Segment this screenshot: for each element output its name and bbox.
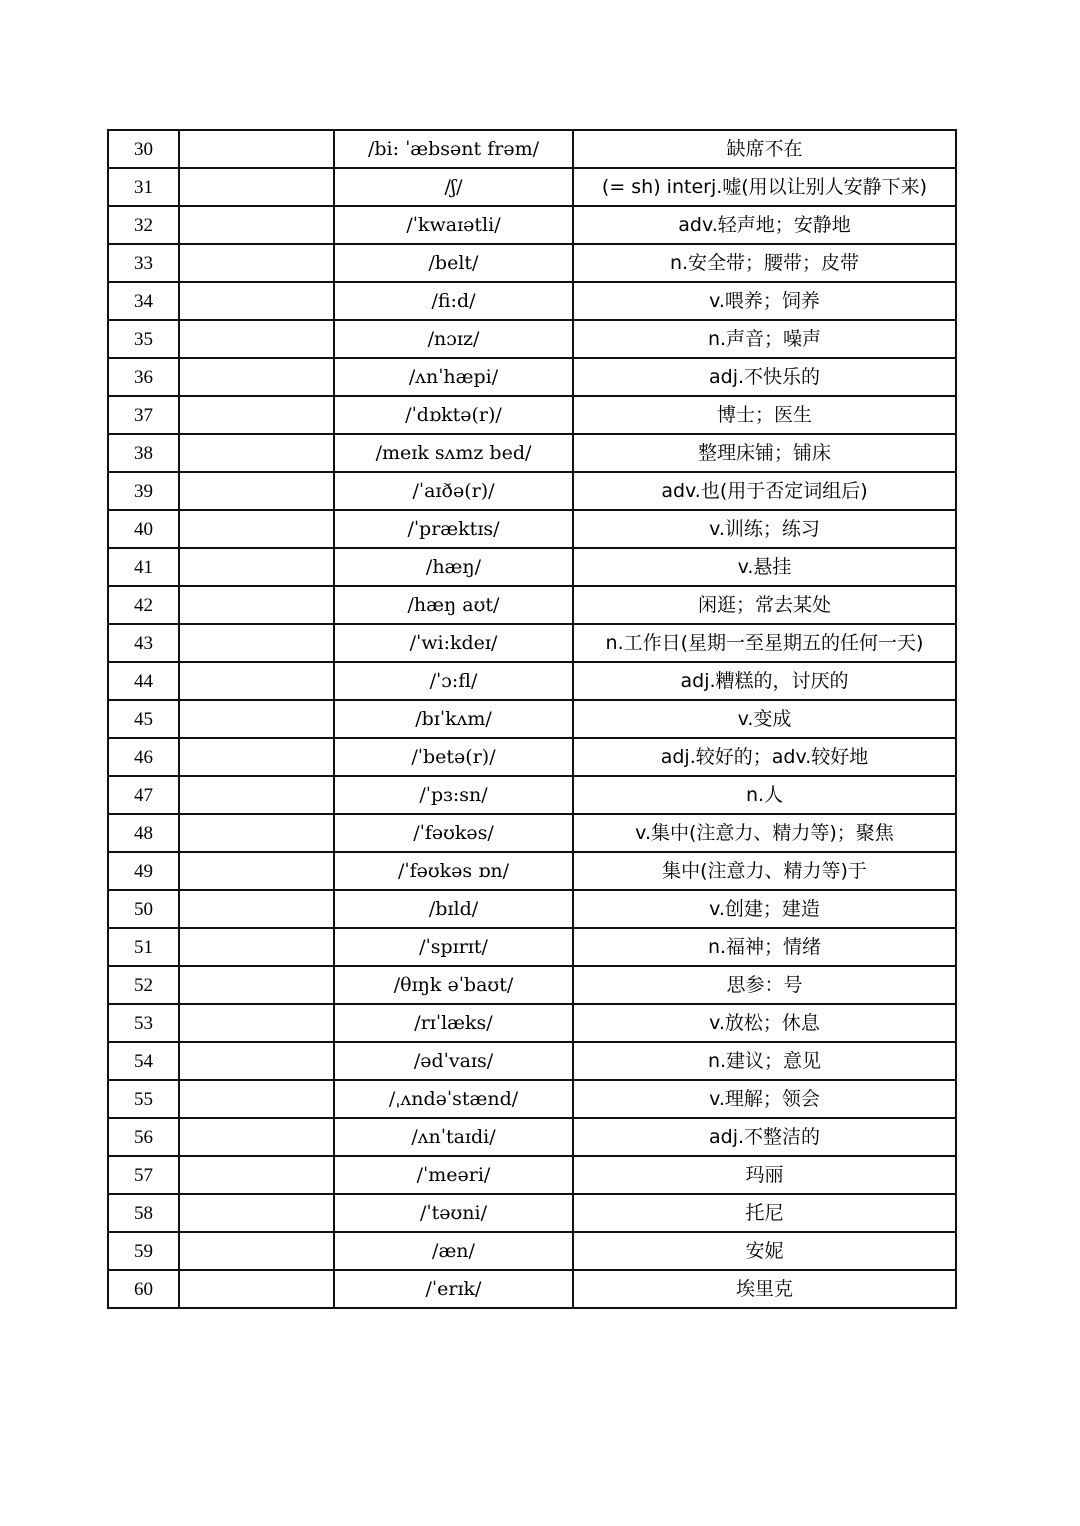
meaning-cell: v.放松；休息 [573,1004,956,1042]
word-cell-blank [179,434,334,472]
row-number: 33 [108,244,179,282]
meaning-cell: n.工作日(星期一至星期五的任何一天) [573,624,956,662]
phonetic-cell: /meɪk sʌmz bed/ [334,434,573,472]
phonetic-cell: /ˈpɜ:sn/ [334,776,573,814]
meaning-cell: 整理床铺；铺床 [573,434,956,472]
meaning-cell: 博士；医生 [573,396,956,434]
meaning-cell: v.创建；建造 [573,890,956,928]
word-cell-blank [179,244,334,282]
vocabulary-table [107,129,957,1309]
word-cell-blank [179,1194,334,1232]
vocabulary-table-body [108,130,956,1308]
meaning-cell: 玛丽 [573,1156,956,1194]
word-cell-blank [179,928,334,966]
meaning-cell: 埃里克 [573,1270,956,1308]
meaning-cell: 闲逛；常去某处 [573,586,956,624]
phonetic-cell: /ˈdɒktə(r)/ [334,396,573,434]
phonetic-cell: /æn/ [334,1232,573,1270]
table-row [108,700,956,738]
row-number: 59 [108,1232,179,1270]
table-row [108,1270,956,1308]
table-row [108,168,956,206]
row-number: 56 [108,1118,179,1156]
meaning-cell: v.悬挂 [573,548,956,586]
row-number: 48 [108,814,179,852]
row-number: 57 [108,1156,179,1194]
meaning-cell: v.集中(注意力、精力等)；聚焦 [573,814,956,852]
meaning-cell: (= sh) interj.嘘(用以让别人安静下来) [573,168,956,206]
table-row [108,814,956,852]
meaning-cell: n.安全带；腰带；皮带 [573,244,956,282]
word-cell-blank [179,700,334,738]
row-number: 36 [108,358,179,396]
row-number: 58 [108,1194,179,1232]
word-cell-blank [179,472,334,510]
table-row [108,1042,956,1080]
phonetic-cell: /bi: ˈæbsənt frəm/ [334,130,573,168]
row-number: 51 [108,928,179,966]
table-row [108,320,956,358]
table-row [108,928,956,966]
phonetic-cell: /ˈpræktɪs/ [334,510,573,548]
row-number: 46 [108,738,179,776]
row-number: 47 [108,776,179,814]
word-cell-blank [179,168,334,206]
word-cell-blank [179,1118,334,1156]
phonetic-cell: /fi:d/ [334,282,573,320]
meaning-cell: v.变成 [573,700,956,738]
word-cell-blank [179,966,334,1004]
row-number: 45 [108,700,179,738]
row-number: 30 [108,130,179,168]
meaning-cell: n.人 [573,776,956,814]
table-row [108,776,956,814]
table-row [108,1156,956,1194]
row-number: 50 [108,890,179,928]
word-cell-blank [179,586,334,624]
meaning-cell: n.福神；情绪 [573,928,956,966]
row-number: 55 [108,1080,179,1118]
phonetic-cell: /hæŋ aʊt/ [334,586,573,624]
phonetic-cell: /nɔɪz/ [334,320,573,358]
row-number: 49 [108,852,179,890]
row-number: 44 [108,662,179,700]
table-row [108,434,956,472]
phonetic-cell: /hæŋ/ [334,548,573,586]
word-cell-blank [179,1270,334,1308]
phonetic-cell: /ˈɔ:fl/ [334,662,573,700]
row-number: 37 [108,396,179,434]
row-number: 39 [108,472,179,510]
word-cell-blank [179,1080,334,1118]
row-number: 31 [108,168,179,206]
word-cell-blank [179,206,334,244]
meaning-cell: 缺席不在 [573,130,956,168]
word-cell-blank [179,890,334,928]
table-row [108,548,956,586]
row-number: 35 [108,320,179,358]
meaning-cell: v.理解；领会 [573,1080,956,1118]
word-cell-blank [179,358,334,396]
phonetic-cell: /ʌnˈtaɪdi/ [334,1118,573,1156]
word-cell-blank [179,548,334,586]
word-cell-blank [179,662,334,700]
table-row [108,1118,956,1156]
table-row [108,738,956,776]
word-cell-blank [179,1232,334,1270]
meaning-cell: v.训练；练习 [573,510,956,548]
table-row [108,244,956,282]
meaning-cell: n.建议；意见 [573,1042,956,1080]
phonetic-cell: /bɪld/ [334,890,573,928]
phonetic-cell: /ˈfəʊkəs/ [334,814,573,852]
row-number: 42 [108,586,179,624]
phonetic-cell: /belt/ [334,244,573,282]
meaning-cell: 思参：号 [573,966,956,1004]
word-cell-blank [179,1004,334,1042]
phonetic-cell: /ˈkwaɪətli/ [334,206,573,244]
meaning-cell: adj.糟糕的，讨厌的 [573,662,956,700]
table-row [108,396,956,434]
word-cell-blank [179,1156,334,1194]
word-cell-blank [179,282,334,320]
phonetic-cell: /θɪŋk əˈbaʊt/ [334,966,573,1004]
meaning-cell: 集中(注意力、精力等)于 [573,852,956,890]
table-row [108,1080,956,1118]
meaning-cell: n.声音；噪声 [573,320,956,358]
table-row [108,662,956,700]
phonetic-cell: /ədˈvaɪs/ [334,1042,573,1080]
phonetic-cell: /ˈerɪk/ [334,1270,573,1308]
phonetic-cell: /rɪˈlæks/ [334,1004,573,1042]
phonetic-cell: /ˈfəʊkəs ɒn/ [334,852,573,890]
row-number: 54 [108,1042,179,1080]
word-cell-blank [179,776,334,814]
word-cell-blank [179,624,334,662]
phonetic-cell: /ˈbetə(r)/ [334,738,573,776]
word-cell-blank [179,814,334,852]
table-row [108,586,956,624]
meaning-cell: 托尼 [573,1194,956,1232]
word-cell-blank [179,852,334,890]
phonetic-cell: /ˈspɪrɪt/ [334,928,573,966]
meaning-cell: v.喂养；饲养 [573,282,956,320]
phonetic-cell: /ʃ/ [334,168,573,206]
table-row [108,1232,956,1270]
phonetic-cell: /ʌnˈhæpi/ [334,358,573,396]
word-cell-blank [179,130,334,168]
row-number: 34 [108,282,179,320]
row-number: 53 [108,1004,179,1042]
meaning-cell: adj.较好的；adv.较好地 [573,738,956,776]
phonetic-cell: /ˈaɪðə(r)/ [334,472,573,510]
meaning-cell: adv.也(用于否定词组后) [573,472,956,510]
word-cell-blank [179,738,334,776]
row-number: 32 [108,206,179,244]
meaning-cell: 安妮 [573,1232,956,1270]
table-row [108,282,956,320]
table-row [108,966,956,1004]
table-row [108,206,956,244]
row-number: 52 [108,966,179,1004]
meaning-cell: adj.不快乐的 [573,358,956,396]
table-row [108,1194,956,1232]
phonetic-cell: /bɪˈkʌm/ [334,700,573,738]
phonetic-cell: /ˈtəʊni/ [334,1194,573,1232]
word-cell-blank [179,320,334,358]
phonetic-cell: /ˈmeəri/ [334,1156,573,1194]
table-row [108,890,956,928]
phonetic-cell: /ˈwi:kdeɪ/ [334,624,573,662]
table-row [108,852,956,890]
table-row [108,1004,956,1042]
row-number: 38 [108,434,179,472]
meaning-cell: adj.不整洁的 [573,1118,956,1156]
row-number: 41 [108,548,179,586]
word-cell-blank [179,1042,334,1080]
phonetic-cell: /ˌʌndəˈstænd/ [334,1080,573,1118]
table-row [108,130,956,168]
row-number: 40 [108,510,179,548]
meaning-cell: adv.轻声地；安静地 [573,206,956,244]
row-number: 43 [108,624,179,662]
row-number: 60 [108,1270,179,1308]
table-row [108,624,956,662]
table-row [108,510,956,548]
word-cell-blank [179,510,334,548]
table-row [108,358,956,396]
table-row [108,472,956,510]
word-cell-blank [179,396,334,434]
